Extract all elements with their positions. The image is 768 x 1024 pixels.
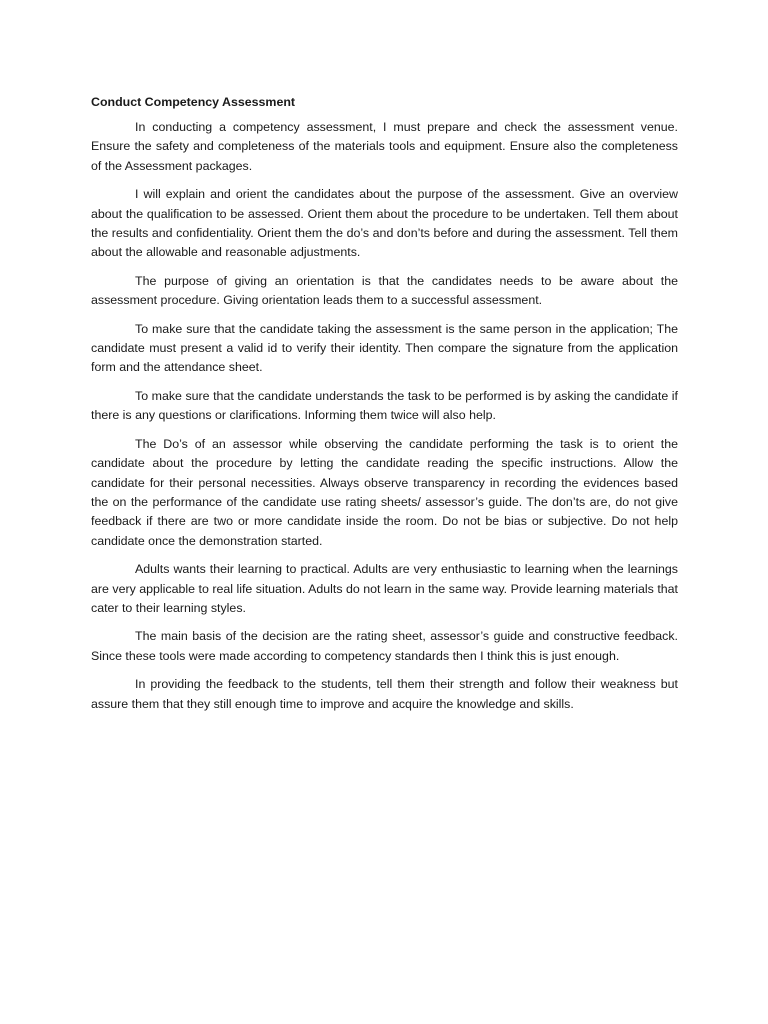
paragraph-orientation-overview: I will explain and orient the candidates about the purpose of the assessment. Give an overview about the qualification to be assessed. Orient them about the procedure to be undertaken. Tell them about the results and confidentiality. Orient them the do’s and don’ts before and during the assessment. Tell them about the allowable and reasonable adjustments.: [91, 187, 678, 260]
paragraph-feedback: In providing the feedback to the students, tell them their strength and follow their weakness but assure them that they still enough time to improve and acquire the knowledge and skills.: [91, 677, 678, 711]
paragraph-identity-verification: To make sure that the candidate taking the assessment is the same person in the application; The candidate must present a valid id to verify their identity. Then compare the signature from the application form and the attendance sheet.: [91, 321, 678, 375]
paragraph-assessment-venue: In conducting a competency assessment, I must prepare and check the assessment venue. Ensure the safety and completeness of the materials tools and equipment. Ensure also the completeness of the Assessment packages.: [91, 120, 678, 173]
paragraph-orientation-purpose: The purpose of giving an orientation is that the candidates needs to be aware about the assessment procedure. Giving orientation leads them to a successful assessment.: [91, 273, 678, 308]
paragraph-task-understanding: To make sure that the candidate understands the task to be performed is by asking the candidate if there is any questions or clarifications. Informing them twice will also help.: [91, 388, 678, 423]
paragraph-dos-and-donts: The Do’s of an assessor while observing the candidate performing the task is to orient the candidate about the procedure by letting the candidate reading the specific instructions. Allow the candidate for their personal necessities. Always observe transparency in recording the evidences based the on the performance of the candidate use rating sheets/ assessor’s guide. The don’ts are, do not give feedback if there are two or more candidate inside the room. Do not be bias or subjective. Do not help candidate once the demonstration started.: [91, 436, 678, 548]
paragraph-adult-learning: Adults wants their learning to practical. Adults are very enthusiastic to learning when the learnings are very applicable to real life situation. Adults do not learn in the same way. Provide learning materials that cater to their learning styles.: [91, 562, 678, 615]
paragraph-decision-basis: The main basis of the decision are the rating sheet, assessor’s guide and constructive feedback. Since these tools were made according to competency standards then I think this is just enough.: [91, 629, 678, 663]
document-title: Conduct Competency Assessment: [91, 95, 296, 109]
